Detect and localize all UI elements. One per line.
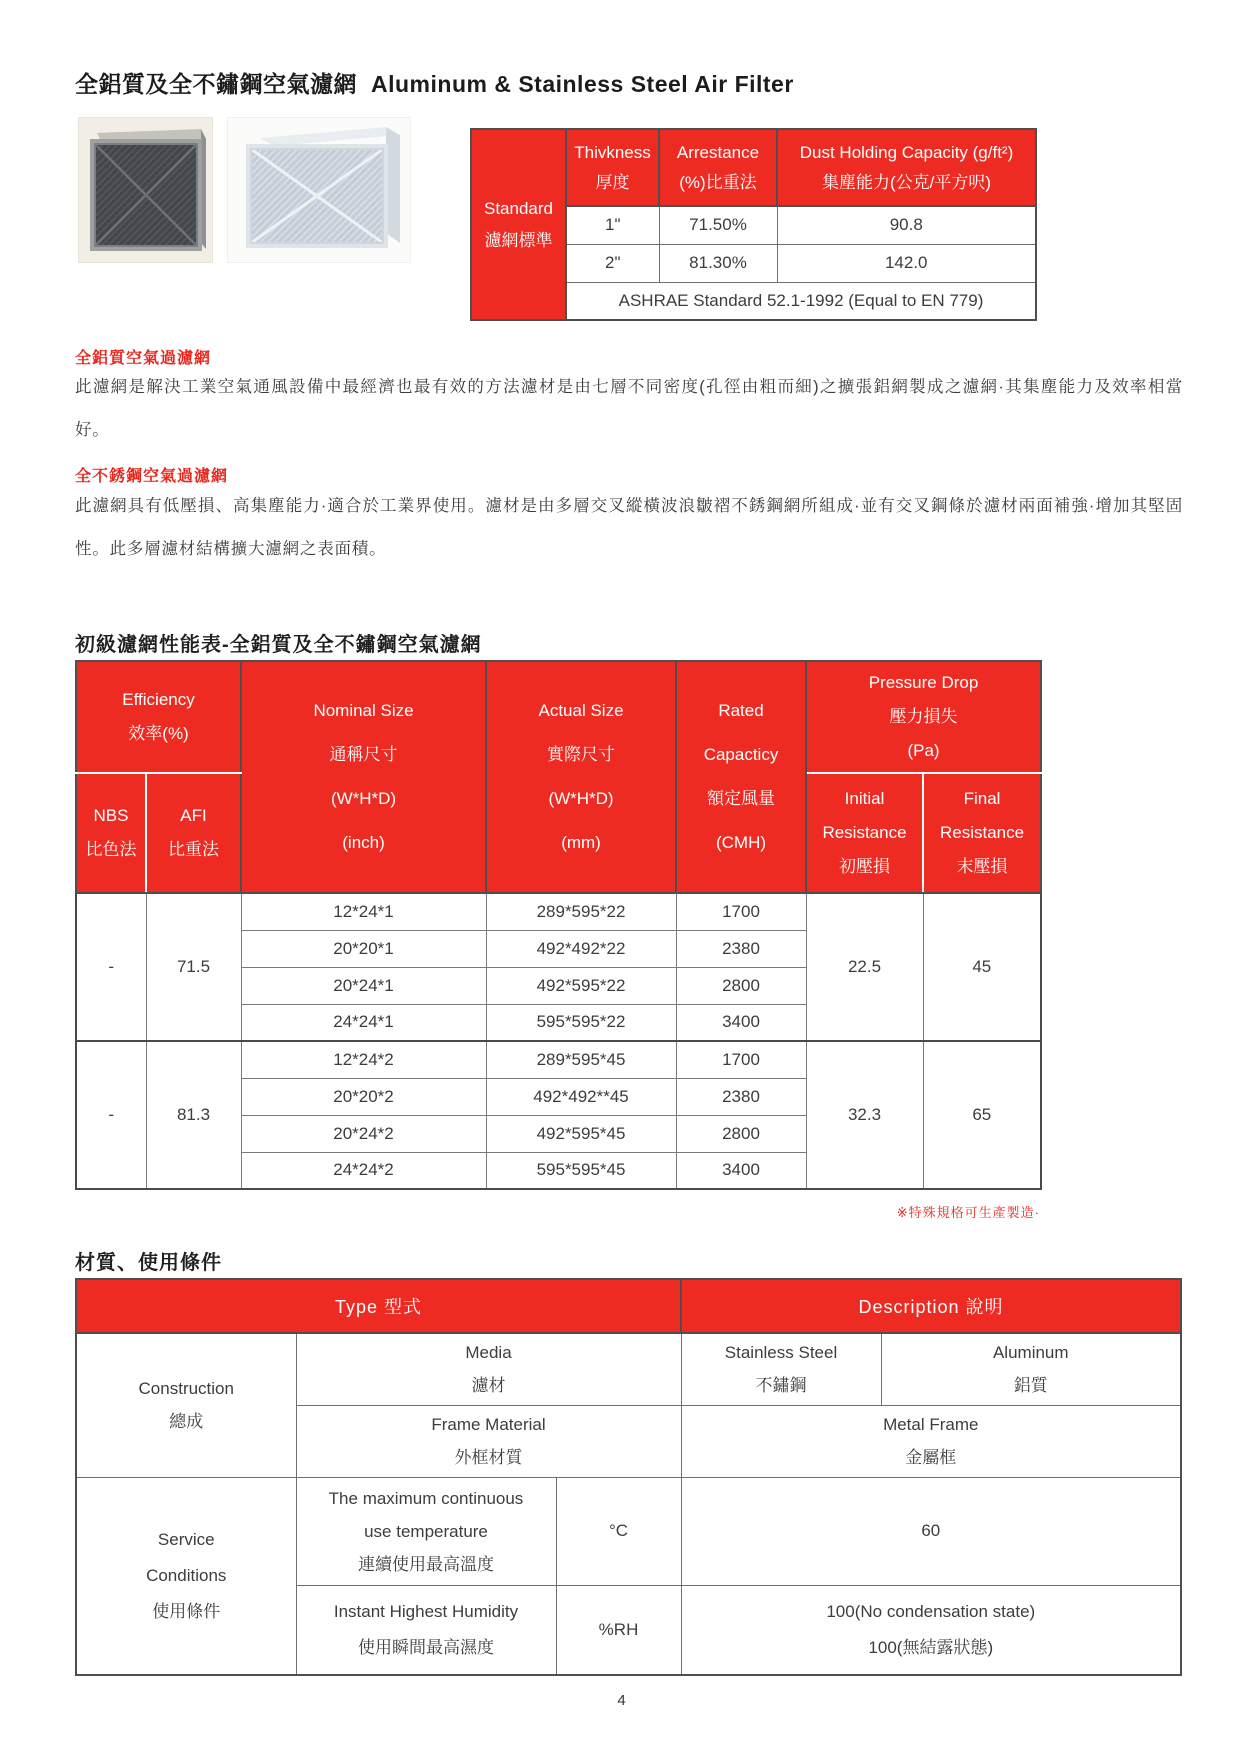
aluminum-filter-heading: 全鋁質空氣過濾網 bbox=[75, 350, 212, 367]
thickness-value: 2" bbox=[566, 244, 659, 282]
stainless-filter-paragraph: 此濾網具有低壓損、高集塵能力·適合於工業界使用。濾材是由多層交叉縱橫波浪皺褶不銹鋼網所組成·並有交叉鋼條於濾材兩面補強·增加其堅固性。此多層濾材結構擴大濾網之表面積。 bbox=[75, 497, 1183, 558]
initial-resistance-value: 22.5 bbox=[806, 893, 923, 1041]
construction-cell: Construction 總成 bbox=[76, 1333, 296, 1477]
page-title-en: Aluminum & Stainless Steel Air Filter bbox=[371, 71, 794, 97]
rated-capacity-value: 3400 bbox=[676, 1004, 806, 1041]
nbs-value: - bbox=[76, 893, 146, 1041]
rated-capacity-header: Rated Capacticy 額定風量 (CMH) bbox=[676, 661, 806, 893]
nominal-size-value: 20*20*2 bbox=[241, 1078, 486, 1115]
media-cell: Media 濾材 bbox=[296, 1333, 681, 1405]
efficiency-header: Efficiency 效率(%) bbox=[76, 661, 241, 773]
temperature-value: 60 bbox=[681, 1477, 1181, 1585]
description-header: Description 說明 bbox=[681, 1279, 1181, 1333]
afi-value: 71.5 bbox=[146, 893, 241, 1041]
capacity-value: 142.0 bbox=[777, 244, 1036, 282]
table-row bbox=[76, 1477, 1181, 1585]
humidity-value: 100(No condensation state) 100(無結露狀態) bbox=[681, 1585, 1181, 1675]
table-row bbox=[76, 1333, 1181, 1405]
initial-resistance-value: 32.3 bbox=[806, 1041, 923, 1189]
performance-table bbox=[75, 660, 1042, 1190]
rated-capacity-value: 2800 bbox=[676, 967, 806, 1004]
nominal-size-header: Nominal Size 通稱尺寸 (W*H*D) (inch) bbox=[241, 661, 486, 893]
stainless-steel-cell: Stainless Steel 不鏽鋼 bbox=[681, 1333, 881, 1405]
actual-size-value: 492*492*22 bbox=[486, 930, 676, 967]
performance-table-title: 初級濾網性能表-全鋁質及全不鏽鋼空氣濾網 bbox=[75, 634, 482, 656]
rated-capacity-value: 1700 bbox=[676, 1041, 806, 1078]
arrestance-value: 81.30% bbox=[659, 244, 777, 282]
aluminum-filter-paragraph: 此濾網是解決工業空氣通風設備中最經濟也最有效的方法濾材是由七層不同密度(孔徑由粗而細)之擴張鋁網製成之濾網·其集塵能力及效率相當好。 bbox=[75, 378, 1183, 439]
initial-resistance-header: Initial Resistance 初壓損 bbox=[806, 773, 923, 893]
humidity-unit: %RH bbox=[556, 1585, 681, 1675]
frame-material-cell: Frame Material 外框材質 bbox=[296, 1405, 681, 1477]
actual-size-value: 492*595*45 bbox=[486, 1115, 676, 1152]
actual-size-value: 595*595*45 bbox=[486, 1152, 676, 1189]
standard-label-en: Standard bbox=[484, 198, 553, 218]
capacity-value: 90.8 bbox=[777, 206, 1036, 244]
final-resistance-header: Final Resistance 末壓損 bbox=[923, 773, 1041, 893]
rated-capacity-value: 2380 bbox=[676, 930, 806, 967]
page-title-zh: 全鋁質及全不鏽鋼空氣濾網 bbox=[75, 71, 357, 97]
stainless-filter-photo bbox=[78, 117, 213, 263]
actual-size-header: Actual Size 實際尺寸 (W*H*D) (mm) bbox=[486, 661, 676, 893]
ashrae-standard-note: ASHRAE Standard 52.1-1992 (Equal to EN 779) bbox=[566, 282, 1036, 320]
afi-header: AFI 比重法 bbox=[146, 773, 241, 893]
special-spec-note: ※特殊規格可生產製造· bbox=[896, 1205, 1040, 1220]
aluminum-filter-image bbox=[228, 118, 410, 262]
rated-capacity-value: 1700 bbox=[676, 893, 806, 930]
rated-capacity-value: 3400 bbox=[676, 1152, 806, 1189]
nbs-header: NBS 比色法 bbox=[76, 773, 146, 893]
table-row bbox=[76, 893, 1041, 930]
aluminum-filter-photo bbox=[227, 117, 411, 263]
arrestance-header: Arrestance (%)比重法 bbox=[659, 129, 777, 206]
max-temperature-label: The maximum continuous use temperature 連續使用最高溫度 bbox=[296, 1477, 556, 1585]
nominal-size-value: 24*24*1 bbox=[241, 1004, 486, 1041]
page-number: 4 bbox=[617, 1692, 626, 1709]
dust-capacity-header: Dust Holding Capacity (g/ft²) 集塵能力(公克/平方呎) bbox=[777, 129, 1036, 206]
actual-size-value: 289*595*22 bbox=[486, 893, 676, 930]
table-row bbox=[76, 1041, 1041, 1078]
materials-table bbox=[75, 1278, 1182, 1676]
actual-size-value: 492*492**45 bbox=[486, 1078, 676, 1115]
metal-frame-cell: Metal Frame 金屬框 bbox=[681, 1405, 1181, 1477]
rated-capacity-value: 2380 bbox=[676, 1078, 806, 1115]
page-title bbox=[75, 66, 794, 99]
actual-size-value: 289*595*45 bbox=[486, 1041, 676, 1078]
thickness-header: Thivkness 厚度 bbox=[566, 129, 659, 206]
standard-spec-table bbox=[470, 128, 1037, 321]
nbs-value: - bbox=[76, 1041, 146, 1189]
humidity-label: Instant Highest Humidity 使用瞬間最高濕度 bbox=[296, 1585, 556, 1675]
nominal-size-value: 24*24*2 bbox=[241, 1152, 486, 1189]
standard-label-zh: 濾網標準 bbox=[484, 230, 553, 250]
materials-section-title: 材質、使用條件 bbox=[75, 1252, 222, 1274]
final-resistance-value: 45 bbox=[923, 893, 1041, 1041]
rated-capacity-value: 2800 bbox=[676, 1115, 806, 1152]
nominal-size-value: 20*20*1 bbox=[241, 930, 486, 967]
nominal-size-value: 12*24*1 bbox=[241, 893, 486, 930]
stainless-filter-image bbox=[79, 118, 212, 262]
pressure-drop-header: Pressure Drop 壓力損失 (Pa) bbox=[806, 661, 1041, 773]
standard-label-cell bbox=[471, 129, 566, 320]
stainless-filter-heading: 全不銹鋼空氣過濾網 bbox=[75, 468, 229, 485]
arrestance-value: 71.50% bbox=[659, 206, 777, 244]
actual-size-value: 492*595*22 bbox=[486, 967, 676, 1004]
service-conditions-cell: Service Conditions 使用條件 bbox=[76, 1477, 296, 1675]
type-header: Type 型式 bbox=[76, 1279, 681, 1333]
actual-size-value: 595*595*22 bbox=[486, 1004, 676, 1041]
nominal-size-value: 12*24*2 bbox=[241, 1041, 486, 1078]
aluminum-cell: Aluminum 鋁質 bbox=[881, 1333, 1181, 1405]
nominal-size-value: 20*24*2 bbox=[241, 1115, 486, 1152]
final-resistance-value: 65 bbox=[923, 1041, 1041, 1189]
thickness-value: 1" bbox=[566, 206, 659, 244]
temperature-unit: °C bbox=[556, 1477, 681, 1585]
afi-value: 81.3 bbox=[146, 1041, 241, 1189]
nominal-size-value: 20*24*1 bbox=[241, 967, 486, 1004]
